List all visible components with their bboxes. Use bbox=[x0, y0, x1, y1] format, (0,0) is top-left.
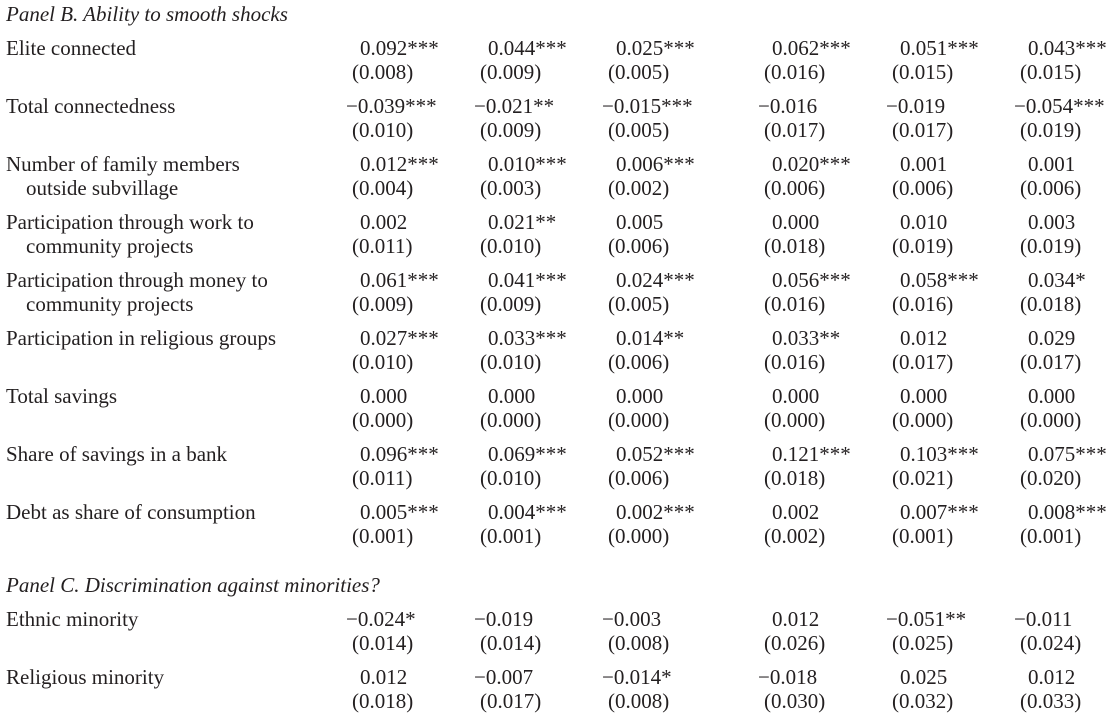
panel-b-title: Panel B. Ability to smooth shocks bbox=[6, 2, 288, 26]
table-cell bbox=[474, 442, 584, 490]
table-cell bbox=[1014, 210, 1117, 258]
table-cell bbox=[886, 384, 996, 432]
coefficient: −0.039*** bbox=[346, 94, 437, 118]
table-cell bbox=[474, 326, 584, 374]
row-label-line: Elite connected bbox=[6, 36, 137, 60]
standard-error: (0.025) bbox=[892, 631, 954, 655]
coefficient: 0.012 bbox=[900, 326, 948, 350]
table-row bbox=[0, 607, 1117, 657]
standard-error: (0.006) bbox=[764, 176, 826, 200]
standard-error: (0.017) bbox=[1020, 350, 1082, 374]
table-cell bbox=[758, 665, 868, 713]
table-cell bbox=[474, 268, 584, 316]
standard-error: (0.001) bbox=[1020, 524, 1082, 548]
row-label bbox=[6, 94, 175, 118]
coefficient: −0.024* bbox=[346, 607, 416, 631]
standard-error: (0.026) bbox=[764, 631, 826, 655]
coefficient: 0.005 bbox=[616, 210, 664, 234]
standard-error: (0.004) bbox=[352, 176, 414, 200]
table-cell bbox=[474, 500, 584, 548]
coefficient: 0.024*** bbox=[616, 268, 695, 292]
coefficient: 0.069*** bbox=[488, 442, 567, 466]
coefficient: 0.051*** bbox=[900, 36, 979, 60]
row-label-line: Total savings bbox=[6, 384, 118, 408]
coefficient: 0.021** bbox=[488, 210, 557, 234]
table-cell bbox=[758, 210, 868, 258]
coefficient: 0.012*** bbox=[360, 152, 439, 176]
standard-error: (0.016) bbox=[892, 292, 954, 316]
standard-error: (0.018) bbox=[352, 689, 414, 713]
standard-error: (0.006) bbox=[608, 350, 670, 374]
coefficient: 0.010*** bbox=[488, 152, 567, 176]
coefficient: 0.061*** bbox=[360, 268, 439, 292]
standard-error: (0.009) bbox=[352, 292, 414, 316]
standard-error: (0.021) bbox=[892, 466, 954, 490]
coefficient: 0.025 bbox=[900, 665, 948, 689]
standard-error: (0.000) bbox=[352, 408, 414, 432]
coefficient: 0.033** bbox=[772, 326, 841, 350]
coefficient: 0.000 bbox=[616, 384, 664, 408]
standard-error: (0.005) bbox=[608, 60, 670, 84]
table-cell bbox=[1014, 36, 1117, 84]
coefficient: 0.029 bbox=[1028, 326, 1076, 350]
standard-error: (0.001) bbox=[480, 524, 542, 548]
table-cell bbox=[474, 665, 584, 713]
coefficient: 0.041*** bbox=[488, 268, 567, 292]
table-cell bbox=[602, 665, 712, 713]
standard-error: (0.006) bbox=[892, 176, 954, 200]
standard-error: (0.000) bbox=[608, 524, 670, 548]
table-cell bbox=[758, 36, 868, 84]
table-cell bbox=[886, 210, 996, 258]
standard-error: (0.019) bbox=[892, 234, 954, 258]
row-label-line: outside subvillage bbox=[26, 176, 179, 200]
table-cell bbox=[602, 384, 712, 432]
standard-error: (0.032) bbox=[892, 689, 954, 713]
standard-error: (0.006) bbox=[608, 234, 670, 258]
table-cell bbox=[602, 268, 712, 316]
coefficient: 0.033*** bbox=[488, 326, 567, 350]
coefficient: 0.002 bbox=[360, 210, 408, 234]
standard-error: (0.008) bbox=[608, 689, 670, 713]
standard-error: (0.003) bbox=[480, 176, 542, 200]
table-cell bbox=[346, 442, 456, 490]
table-row bbox=[0, 36, 1117, 86]
coefficient: 0.003 bbox=[1028, 210, 1076, 234]
table-row bbox=[0, 384, 1117, 434]
table-cell bbox=[886, 500, 996, 548]
table-cell bbox=[602, 210, 712, 258]
table-cell bbox=[1014, 268, 1117, 316]
standard-error: (0.006) bbox=[1020, 176, 1082, 200]
row-label bbox=[6, 500, 256, 524]
table-cell bbox=[758, 94, 868, 142]
coefficient: 0.000 bbox=[772, 384, 820, 408]
standard-error: (0.000) bbox=[1020, 408, 1082, 432]
table-cell bbox=[758, 384, 868, 432]
row-label bbox=[6, 384, 117, 408]
standard-error: (0.019) bbox=[1020, 234, 1082, 258]
coefficient: 0.014** bbox=[616, 326, 685, 350]
row-label-line: Share of savings in a bank bbox=[6, 442, 228, 466]
standard-error: (0.009) bbox=[480, 118, 542, 142]
table-cell bbox=[346, 607, 456, 655]
coefficient: 0.000 bbox=[360, 384, 408, 408]
standard-error: (0.018) bbox=[764, 466, 826, 490]
standard-error: (0.010) bbox=[480, 234, 542, 258]
coefficient: 0.000 bbox=[900, 384, 948, 408]
coefficient: −0.051** bbox=[886, 607, 967, 631]
coefficient: 0.007*** bbox=[900, 500, 979, 524]
coefficient: 0.010 bbox=[900, 210, 948, 234]
coefficient: 0.052*** bbox=[616, 442, 695, 466]
panel-c-title: Panel C. Discrimination against minorities? bbox=[6, 573, 380, 597]
standard-error: (0.011) bbox=[352, 466, 413, 490]
table-cell bbox=[602, 326, 712, 374]
table-cell bbox=[758, 442, 868, 490]
table-cell bbox=[1014, 94, 1117, 142]
table-cell bbox=[1014, 607, 1117, 655]
standard-error: (0.010) bbox=[352, 118, 414, 142]
coefficient: 0.044*** bbox=[488, 36, 567, 60]
coefficient: 0.006*** bbox=[616, 152, 695, 176]
row-label bbox=[6, 268, 268, 316]
coefficient: 0.005*** bbox=[360, 500, 439, 524]
table-cell bbox=[602, 152, 712, 200]
standard-error: (0.000) bbox=[608, 408, 670, 432]
standard-error: (0.033) bbox=[1020, 689, 1082, 713]
standard-error: (0.016) bbox=[764, 60, 826, 84]
coefficient: 0.000 bbox=[1028, 384, 1076, 408]
table-cell bbox=[602, 500, 712, 548]
table-cell bbox=[886, 268, 996, 316]
coefficient: 0.056*** bbox=[772, 268, 851, 292]
standard-error: (0.030) bbox=[764, 689, 826, 713]
standard-error: (0.010) bbox=[480, 466, 542, 490]
table-cell bbox=[1014, 442, 1117, 490]
table-cell bbox=[886, 326, 996, 374]
table-row bbox=[0, 210, 1117, 260]
standard-error: (0.001) bbox=[352, 524, 414, 548]
standard-error: (0.017) bbox=[480, 689, 542, 713]
standard-error: (0.000) bbox=[764, 408, 826, 432]
coefficient: 0.012 bbox=[1028, 665, 1076, 689]
coefficient: −0.007 bbox=[474, 665, 534, 689]
table-cell bbox=[758, 268, 868, 316]
standard-error: (0.005) bbox=[608, 118, 670, 142]
standard-error: (0.008) bbox=[352, 60, 414, 84]
table-cell bbox=[474, 384, 584, 432]
coefficient: −0.015*** bbox=[602, 94, 693, 118]
table-cell bbox=[346, 268, 456, 316]
coefficient: 0.020*** bbox=[772, 152, 851, 176]
row-label bbox=[6, 442, 227, 466]
table-cell bbox=[474, 36, 584, 84]
table-cell bbox=[886, 152, 996, 200]
table-cell bbox=[346, 210, 456, 258]
table-row bbox=[0, 152, 1117, 202]
coefficient: 0.075*** bbox=[1028, 442, 1107, 466]
table-row bbox=[0, 268, 1117, 318]
table-cell bbox=[602, 607, 712, 655]
row-label-line: Ethnic minority bbox=[6, 607, 139, 631]
coefficient: 0.004*** bbox=[488, 500, 567, 524]
coefficient: 0.043*** bbox=[1028, 36, 1107, 60]
standard-error: (0.009) bbox=[480, 60, 542, 84]
row-label bbox=[6, 152, 240, 200]
standard-error: (0.020) bbox=[1020, 466, 1082, 490]
standard-error: (0.016) bbox=[764, 350, 826, 374]
table-cell bbox=[602, 36, 712, 84]
row-label-line: community projects bbox=[26, 292, 194, 316]
coefficient: −0.016 bbox=[758, 94, 818, 118]
standard-error: (0.000) bbox=[480, 408, 542, 432]
coefficient: 0.025*** bbox=[616, 36, 695, 60]
standard-error: (0.008) bbox=[608, 631, 670, 655]
standard-error: (0.018) bbox=[1020, 292, 1082, 316]
standard-error: (0.002) bbox=[608, 176, 670, 200]
coefficient: 0.000 bbox=[772, 210, 820, 234]
table-cell bbox=[886, 665, 996, 713]
row-label-line: community projects bbox=[26, 234, 194, 258]
table-cell bbox=[346, 94, 456, 142]
coefficient: 0.034* bbox=[1028, 268, 1086, 292]
table-row bbox=[0, 500, 1117, 550]
coefficient: 0.062*** bbox=[772, 36, 851, 60]
row-label bbox=[6, 36, 136, 60]
table-cell bbox=[758, 326, 868, 374]
standard-error: (0.019) bbox=[1020, 118, 1082, 142]
coefficient: 0.027*** bbox=[360, 326, 439, 350]
row-label-line: Participation through work to bbox=[6, 210, 254, 234]
table-cell bbox=[1014, 152, 1117, 200]
table-cell bbox=[602, 442, 712, 490]
table-cell bbox=[1014, 500, 1117, 548]
table-cell bbox=[1014, 384, 1117, 432]
coefficient: −0.054*** bbox=[1014, 94, 1105, 118]
coefficient: 0.103*** bbox=[900, 442, 979, 466]
coefficient: 0.058*** bbox=[900, 268, 979, 292]
table-cell bbox=[474, 210, 584, 258]
standard-error: (0.014) bbox=[352, 631, 414, 655]
coefficient: 0.012 bbox=[360, 665, 408, 689]
coefficient: −0.018 bbox=[758, 665, 818, 689]
table-cell bbox=[602, 94, 712, 142]
table-cell bbox=[886, 36, 996, 84]
coefficient: 0.121*** bbox=[772, 442, 851, 466]
standard-error: (0.005) bbox=[608, 292, 670, 316]
coefficient: −0.021** bbox=[474, 94, 555, 118]
standard-error: (0.024) bbox=[1020, 631, 1082, 655]
table-row bbox=[0, 442, 1117, 492]
table-row bbox=[0, 665, 1117, 715]
standard-error: (0.015) bbox=[892, 60, 954, 84]
standard-error: (0.000) bbox=[892, 408, 954, 432]
standard-error: (0.009) bbox=[480, 292, 542, 316]
table-cell bbox=[474, 94, 584, 142]
row-label-line: Religious minority bbox=[6, 665, 165, 689]
standard-error: (0.017) bbox=[892, 118, 954, 142]
row-label bbox=[6, 326, 276, 350]
table-cell bbox=[474, 607, 584, 655]
table-cell bbox=[346, 665, 456, 713]
standard-error: (0.017) bbox=[764, 118, 826, 142]
coefficient: −0.019 bbox=[886, 94, 946, 118]
table-cell bbox=[758, 500, 868, 548]
standard-error: (0.015) bbox=[1020, 60, 1082, 84]
row-label bbox=[6, 210, 254, 258]
coefficient: −0.003 bbox=[602, 607, 662, 631]
table-cell bbox=[1014, 665, 1117, 713]
table-cell bbox=[1014, 326, 1117, 374]
coefficient: 0.002 bbox=[772, 500, 820, 524]
table-cell bbox=[346, 384, 456, 432]
standard-error: (0.010) bbox=[352, 350, 414, 374]
table-cell bbox=[346, 500, 456, 548]
row-label-line: Total connectedness bbox=[6, 94, 176, 118]
standard-error: (0.002) bbox=[764, 524, 826, 548]
coefficient: −0.014* bbox=[602, 665, 672, 689]
standard-error: (0.011) bbox=[352, 234, 413, 258]
table-cell bbox=[758, 152, 868, 200]
table-cell bbox=[346, 326, 456, 374]
table-cell bbox=[886, 607, 996, 655]
standard-error: (0.018) bbox=[764, 234, 826, 258]
table-cell bbox=[346, 152, 456, 200]
coefficient: 0.092*** bbox=[360, 36, 439, 60]
coefficient: 0.002*** bbox=[616, 500, 695, 524]
row-label-line: Number of family members bbox=[6, 152, 240, 176]
table-cell bbox=[346, 36, 456, 84]
standard-error: (0.006) bbox=[608, 466, 670, 490]
standard-error: (0.017) bbox=[892, 350, 954, 374]
standard-error: (0.016) bbox=[764, 292, 826, 316]
standard-error: (0.014) bbox=[480, 631, 542, 655]
row-label bbox=[6, 665, 164, 689]
table-cell bbox=[474, 152, 584, 200]
table-row bbox=[0, 94, 1117, 144]
coefficient: 0.001 bbox=[900, 152, 948, 176]
table-cell bbox=[758, 607, 868, 655]
row-label bbox=[6, 607, 138, 631]
coefficient: −0.011 bbox=[1014, 607, 1073, 631]
table-cell bbox=[886, 442, 996, 490]
standard-error: (0.010) bbox=[480, 350, 542, 374]
row-label-line: Participation in religious groups bbox=[6, 326, 277, 350]
table-row bbox=[0, 326, 1117, 376]
table-cell bbox=[886, 94, 996, 142]
standard-error: (0.001) bbox=[892, 524, 954, 548]
coefficient: 0.012 bbox=[772, 607, 820, 631]
row-label-line: Debt as share of consumption bbox=[6, 500, 256, 524]
coefficient: 0.096*** bbox=[360, 442, 439, 466]
row-label-line: Participation through money to bbox=[6, 268, 268, 292]
coefficient: −0.019 bbox=[474, 607, 534, 631]
coefficient: 0.001 bbox=[1028, 152, 1076, 176]
coefficient: 0.000 bbox=[488, 384, 536, 408]
coefficient: 0.008*** bbox=[1028, 500, 1107, 524]
